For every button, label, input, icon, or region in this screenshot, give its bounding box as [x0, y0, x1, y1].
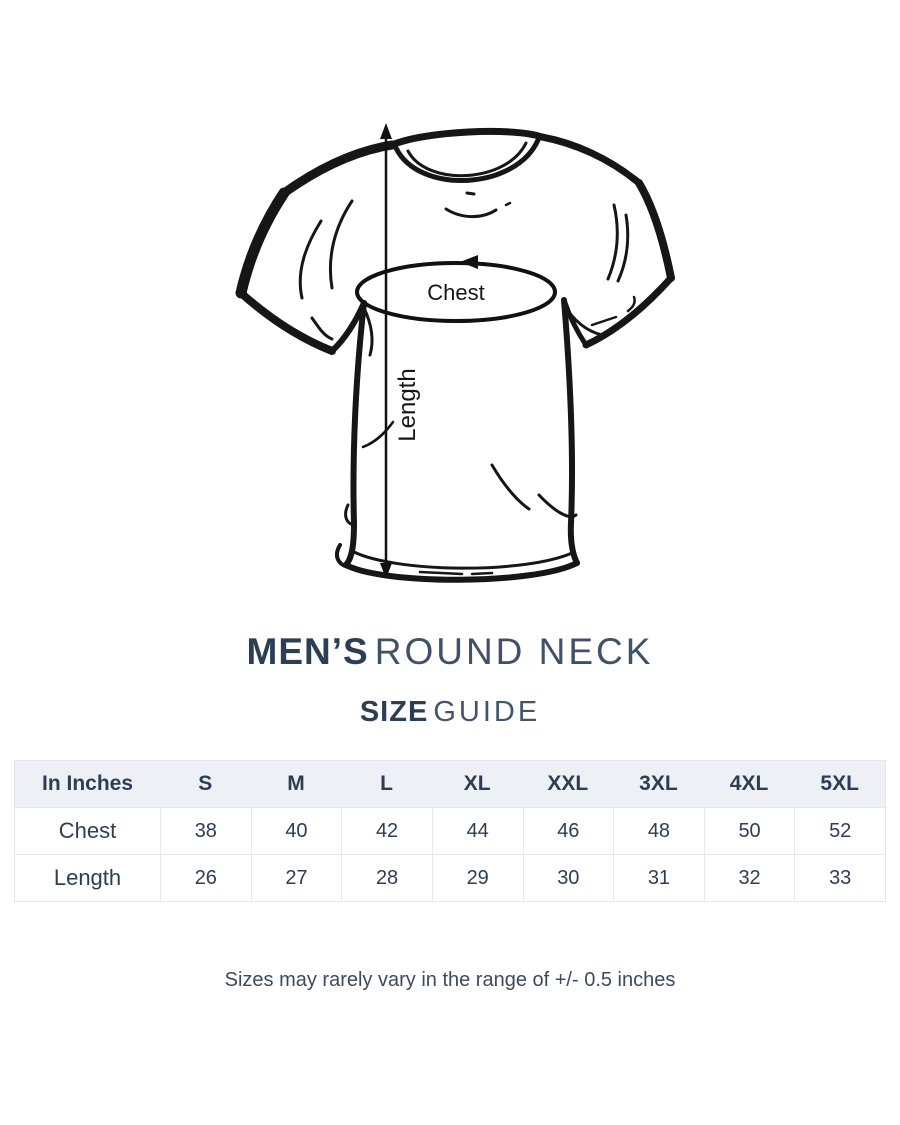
chest-value-4xl: 50	[704, 808, 795, 854]
table-row-chest	[15, 807, 885, 854]
length-value-xl: 29	[432, 855, 523, 901]
subtitle-bold: SIZE	[359, 696, 429, 728]
title-light: ROUND NECK	[374, 631, 654, 672]
title-bold: MEN’S	[246, 631, 369, 672]
chest-value-m: 40	[251, 808, 342, 854]
page-subtitle	[0, 697, 900, 729]
length-value-m: 27	[251, 855, 342, 901]
length-value-l: 28	[341, 855, 432, 901]
header-xl: XL	[463, 772, 491, 795]
header-xxl: XXL	[547, 772, 589, 795]
length-value-xxl: 30	[523, 855, 614, 901]
length-value-s: 26	[160, 855, 251, 901]
chest-label: Chest	[427, 280, 485, 305]
header-m: M	[287, 772, 305, 795]
chest-value-3xl: 48	[613, 808, 704, 854]
length-value-5xl: 33	[794, 855, 885, 901]
tshirt-diagram	[223, 93, 685, 593]
chest-value-5xl: 52	[794, 808, 885, 854]
tolerance-note: Sizes may rarely vary in the range of +/- 0.5 inches	[224, 969, 676, 991]
tshirt-silhouette	[241, 132, 671, 580]
header-in-inches: In Inches	[41, 772, 134, 795]
row-label: Length	[53, 865, 122, 890]
header-5xl: 5XL	[820, 772, 859, 795]
length-label: Length	[394, 368, 421, 442]
length-value-4xl: 32	[704, 855, 795, 901]
chest-value-l: 42	[341, 808, 432, 854]
header-l: L	[380, 772, 393, 795]
header-3xl: 3XL	[639, 772, 678, 795]
size-table	[14, 760, 886, 902]
chest-value-xxl: 46	[523, 808, 614, 854]
page-title	[0, 632, 900, 673]
table-header-row	[15, 761, 885, 807]
row-label: Chest	[58, 818, 117, 843]
chest-value-s: 38	[160, 808, 251, 854]
chest-value-xl: 44	[432, 808, 523, 854]
header-s: S	[198, 772, 213, 795]
subtitle-light: GUIDE	[433, 696, 541, 728]
arrow-up-icon	[380, 123, 392, 139]
header-4xl: 4XL	[729, 772, 769, 795]
table-row-length	[15, 854, 885, 901]
length-value-3xl: 31	[613, 855, 704, 901]
